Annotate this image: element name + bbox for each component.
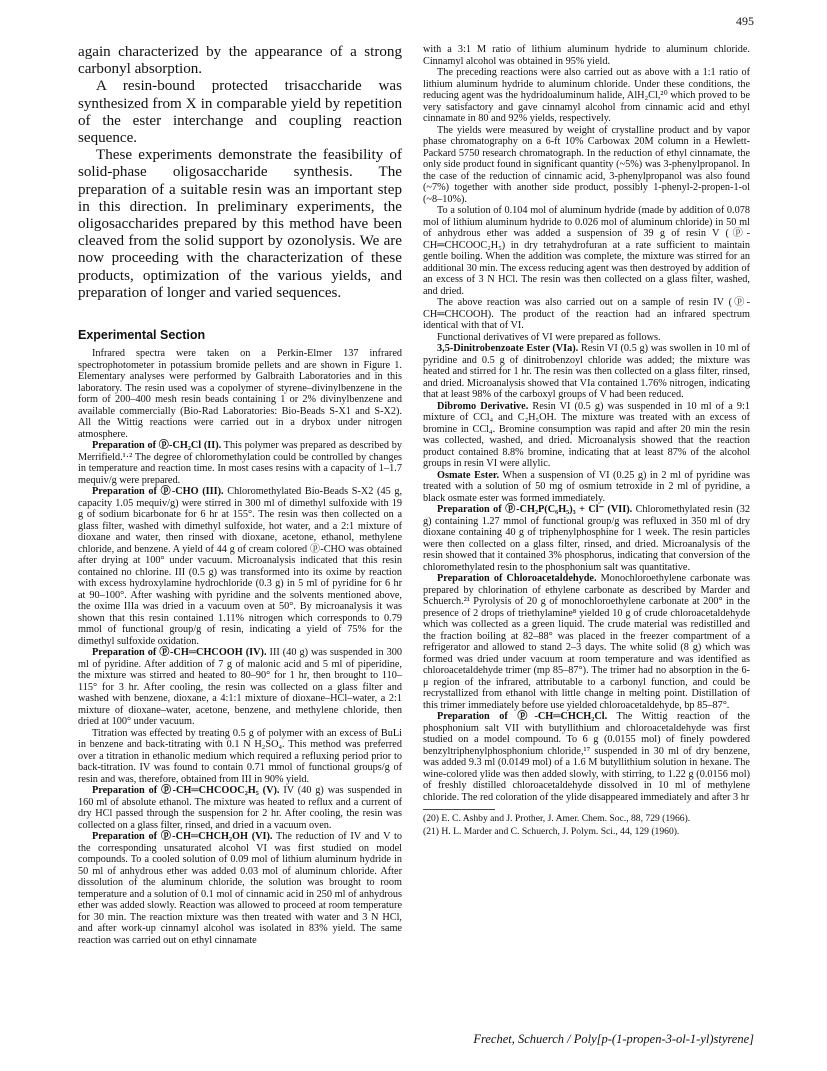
run-in-heading: Preparation of ⓟ-CH═CHCH₂OH (VI).	[92, 831, 273, 843]
run-in-heading: 3,5-Dinitrobenzoate Ester (VIa).	[437, 343, 579, 354]
paragraph	[423, 343, 750, 401]
running-footer: Frechet, Schuerch / Poly[p-(1-propen-3-ol-1-yl)styrene]	[473, 1032, 754, 1046]
run-in-heading: Preparation of ⓟ-CH═CHCOOH (IV).	[92, 647, 267, 659]
run-in-heading: Dibromo Derivative.	[437, 400, 529, 412]
paragraph-body: Chloromethylated resin (32 g) containing 1.27 mmol of functional group/g was refluxed in 350 ml of dry dioxane containing 40 g of triphenylphosphine for 1 week. The resin particles were then collected on a glass filter, rinsed, and dried. Microanalysis of the resin showed that it contained 3% phosphorus, indicating that conversion of the chloromethylated resin to the phosphonium salt was quantitative.	[423, 504, 750, 573]
paragraph-body: The reduction of IV and V to the corresponding unsaturated alcohol VI was first studied on model compounds. To a cooled solution of 0.09 mol of lithium aluminum hydride in 50 ml of anhydrous ether was added 0.03 mol of aluminum chloride. After dissolution of the aluminum chloride, the solution was brought to room temperature and a solution of 0.1 mol of cinnamic acid in 250 ml of anhydrous ether was added slowly. Reaction was allowed to proceed at room temperature for 30 min. The reaction mixture was then treated with water and 3 N HCl, and after work-up cinnamyl alcohol was isolated in 83% yield. The same reaction was carried out on ethyl cinnamate	[78, 831, 402, 946]
paragraph: The preceding reactions were also carried out as above with a 1:1 ratio of lithium aluminum hydride to aluminum chloride. Under these conditions, the reducing agent was the hydridoaluminum halide, AlH₂Cl,²⁰ which proved to be very satisfactory and gave cinnamyl alcohol from cinnamic acid and ethyl cinnamate in 80 and 92% yields, respectively.	[423, 67, 750, 124]
paragraph-body: Monochloroethylene carbonate was prepared by chlorination of ethylene carbonate as described by Marder and Schuerch.²¹ Pyrolysis of 20 g of monochloroethylene carbonate at 200° in the presence of 2 drops of triethylamine⁸ yielded 10 g of crude chloroacetaldehyde which was collected as a green liquid. The crude material was redistilled and the fraction boiling at 82–88° was placed in the freezer compartment of a refrigerator and allowed to stand 2–3 days. The white solid (8 g) which was formed was dried under vacuum at room temperature and was identified as chloroacetaldehyde trimer (mp 85–87°). The trimer had no absorption in the 6-μ region of the infrared, attributable to a carbonyl function, and could be recrystallized from ethanol with little change in melting point. Distillation of this trimer immediately before use yielded chloroacetaldehyde, bp 85–87°.	[423, 573, 750, 711]
paragraph-body: This polymer was prepared as described by Merrifield.¹·² The degree of chloromethylation could be controlled by changes in temperature and reaction time. In most cases resins with a capacity of 1–1.7 mequiv/g were prepared.	[78, 440, 402, 486]
paragraph-body: IV (40 g) was suspended in 160 ml of absolute ethanol. The mixture was heated to reflux and a current of dry HCl passed through the suspension for 2 hr. After cooling, the resin was collected on a glass filter, rinsed, and dried in a vacuum oven.	[78, 785, 402, 831]
paragraph	[78, 440, 402, 486]
paragraph: Infrared spectra were taken on a Perkin-Elmer 137 infrared spectrophotometer in potassium bromide pellets and are shown in Figure 1. Elementary analyses were performed by Galbraith Laboratories and in this laboratory. The resin used was a copolymer of styrene–divinylbenzene in the form of 200–400 mesh resin beads containing 1 or 2% divinylbenzene and available commercially (Bio-Rad Laboratories: Bio-Beads S-X1 and S-X2). All the Wittig reactions were carried out in a drybox under nitrogen atmosphere.	[78, 348, 402, 440]
footnote: (20) E. C. Ashby and J. Prother, J. Amer. Chem. Soc., 88, 729 (1966).	[423, 813, 691, 824]
footnote: (21) H. L. Marder and C. Schuerch, J. Polym. Sci., 44, 129 (1960).	[423, 825, 680, 837]
run-in-heading: Preparation of ⓟ-CH═CHCH₂Cl.	[437, 711, 608, 722]
paragraph	[423, 711, 750, 803]
paragraph: The yields were measured by weight of crystalline product and by vapor phase chromatography on a 6-ft 10% Carbowax 20M column in a Hewlett-Packard 5750 research chromatograph. In the reduction of ethyl cinnamate, the only side product found in significant quantity (~5%) was 3-phenylpropanol. In the case of the reduction of cinnamic acid, 3-phenylpropanol was also found (~7%) together with another side product, possibly 1-phenyl-2-propen-1-ol (~8–10%).	[423, 124, 750, 205]
run-in-heading: Preparation of ⓟ-CH═CHCOOC₂H₅ (V).	[92, 785, 280, 797]
run-in-heading: Preparation of Chloroacetaldehyde.	[437, 573, 597, 584]
paragraph	[423, 573, 750, 711]
paragraph-body: Resin VI (0.5 g) was swollen in 10 ml of pyridine and 0.5 g of dinitrobenzoyl chloride was added; the mixture was heated and stirred for 1 hr. The resin was then collected on a glass filter, rinsed, and dried. Microanalysis showed that VIa contained 1.76% nitrogen, indicating that at least 98% of the carboxyl groups of V had been reduced.	[423, 343, 751, 400]
paragraph	[78, 785, 402, 831]
paragraph: These experiments demonstrate the feasibility of solid-phase oligosaccharide synthesis. The preparation of a suitable resin was an important step in this direction. In preliminary experiments, the oligosaccharides prepared by this method have been cleaved from the solid support by ozonolysis. We are now proceeding with the characterization of these products, optimization of the various yields, and preparation of longer and varied sequences.	[78, 147, 402, 301]
paragraph	[78, 486, 402, 647]
paragraph: The above reaction was also carried out on a sample of resin IV (ⓟ-CH═CHCOOH). The product of the reaction had an infrared spectrum identical with that of VI.	[423, 297, 750, 331]
paragraph: To a solution of 0.104 mol of aluminum hydride (made by addition of 0.078 mol of lithium aluminum hydride to 0.026 mol of aluminum chloride) in 50 ml of anhydrous ether was added a suspension of 39 g of resin V (ⓟ-CH═CHCOOC₂H₅) in dry tetrahydrofuran at a rate sufficient to maintain gentle boiling. When the addition was complete, the mixture was stirred for an additional 30 min. The excess reducing agent was then destroyed by addition of an excess of 3 N HCl. The resin was then collected on a glass filter, washed, and dried.	[423, 205, 750, 297]
footnotes	[423, 809, 750, 838]
paragraph	[423, 504, 750, 573]
paragraph	[78, 647, 402, 728]
section-heading: Experimental Section	[78, 328, 206, 343]
run-in-heading: Osmate Ester.	[437, 469, 500, 481]
paragraph: Functional derivatives of VI were prepared as follows.	[437, 331, 661, 343]
paragraph-body: When a suspension of VI (0.25 g) in 2 ml of pyridine was treated with a solution of 50 mg of osmium tetroxide in 2 ml of pyridine, a black osmate ester was formed immediately.	[423, 469, 750, 504]
discussion-text	[78, 44, 402, 302]
left-column	[78, 44, 402, 946]
paragraph	[423, 470, 750, 505]
paragraph-body: Chloromethylated Bio-Beads S-X2 (45 g, capacity 1.05 mequiv/g) were stirred in 300 ml of dimethyl sulfoxide with 19 g of sodium bicarbonate for 6 hr at 155°. The resin was then collected on a glass filter, washed with dimethyl sulfoxide, hot water, and a 2:1 mixture of dioxane and water, then rinsed with dioxane, acetone, ethanol, methylene chloride, and benzene. A yield of 44 g of cream colored ⓟ-CHO was obtained after drying at 100° under vacuum. Microanalysis indicated that this resin contained no chlorine. III (0.5 g) was transformed into its oxime by reaction with excess hydroxylamine hydrochloride (0.3 g) in 5 ml of pyridine for 6 hr at 90–100°. After washing with pyridine and the solvents mentioned above, the oxime IIIa was dried in a vacuum oven at 50°. By microanalysis it was shown that this resin contained 1.11% nitrogen which corresponds to 0.79 mmol of functional group/g of resin, indicating a yield of 75% for the dimethyl sulfoxide oxidation.	[78, 486, 403, 647]
paragraph	[78, 831, 402, 946]
paragraph-body: The Wittig reaction of the phosphonium salt VII with butyllithium and chloroacetaldehyde was first studied on a model compound. To 6 g (0.0155 mol) of finely powdered benzyltriphenylphosphonium chloride,¹⁷ suspended in 30 ml of dry benzene, was added 9.3 ml (0.0149 mol) of a 1.6 M butyllithium solution in hexane. The wine-colored ylide was then added slowly, with stirring, to 1.22 g (0.0156 mol) of freshly distilled chloroacetaldehyde dissolved in 10 ml of methylene chloride. The red coloration of the ylide disappeared immediately and after 3 hr	[423, 711, 750, 803]
paragraph: again characterized by the appearance of a strong carbonyl absorption.	[78, 44, 402, 78]
run-in-heading: Preparation of ⓟ-CH₂Cl (II).	[92, 440, 222, 452]
paragraph	[423, 401, 750, 470]
paragraph: with a 3:1 M ratio of lithium aluminum hydride to aluminum chloride. Cinnamyl alcohol was obtained in 95% yield.	[423, 44, 750, 67]
run-in-heading: Preparation of ⓟ-CHO (III).	[92, 486, 224, 498]
paragraph-body: III (40 g) was suspended in 300 ml of pyridine. After addition of 7 g of malonic acid and 5 ml of piperidine, the mixture was stirred and heated to 80–90° for 1 hr, then brought to 110–115° for 3 hr. After cooling, the resin was collected on a glass filter and washed with benzene, dioxane, a 4:1:1 mixture of dioxane–HCl–water, a 2:1 mixture of dioxane–water, acetone, benzene, and methylene chloride, then dried at 100° under vacuum.	[78, 647, 402, 728]
footnote-rule	[423, 809, 495, 810]
experimental-text	[78, 348, 402, 946]
right-column	[423, 44, 750, 838]
experimental-text-continued	[423, 44, 750, 803]
paragraph: Titration was effected by treating 0.5 g of polymer with an excess of BuLi in benzene and back-titrating with 0.1 N H₂SO₄. This method was preferred over a titration in ethanolic medium which required a refluxing period prior to back-titration. IV was found to contain 0.71 mmol of functional groups/g of resin and was, therefore, obtained from III in 90% yield.	[78, 727, 402, 785]
page-number: 495	[736, 14, 754, 28]
paragraph: A resin-bound protected trisaccharide was synthesized from X in comparable yield by repetition of the ester interchange and coupling reaction sequence.	[78, 78, 402, 147]
paragraph-body: Resin VI (0.5 g) was suspended in 10 ml of a 9:1 mixture of CCl₄ and C₂H₅OH. The mixture was treated with an excess of bromine in CCl₄. Bromine consumption was rapid and after 20 min the resin was collected, washed, and dried. Microanalysis showed that the reaction product contained 8.8% bromine, indicating that at least 87% of the alcohol groups in resin VI were allylic.	[423, 400, 750, 469]
run-in-heading: Preparation of ⓟ-CH₂P(C₆H₅)₃ + Cl⁻ (VII).	[437, 504, 633, 515]
